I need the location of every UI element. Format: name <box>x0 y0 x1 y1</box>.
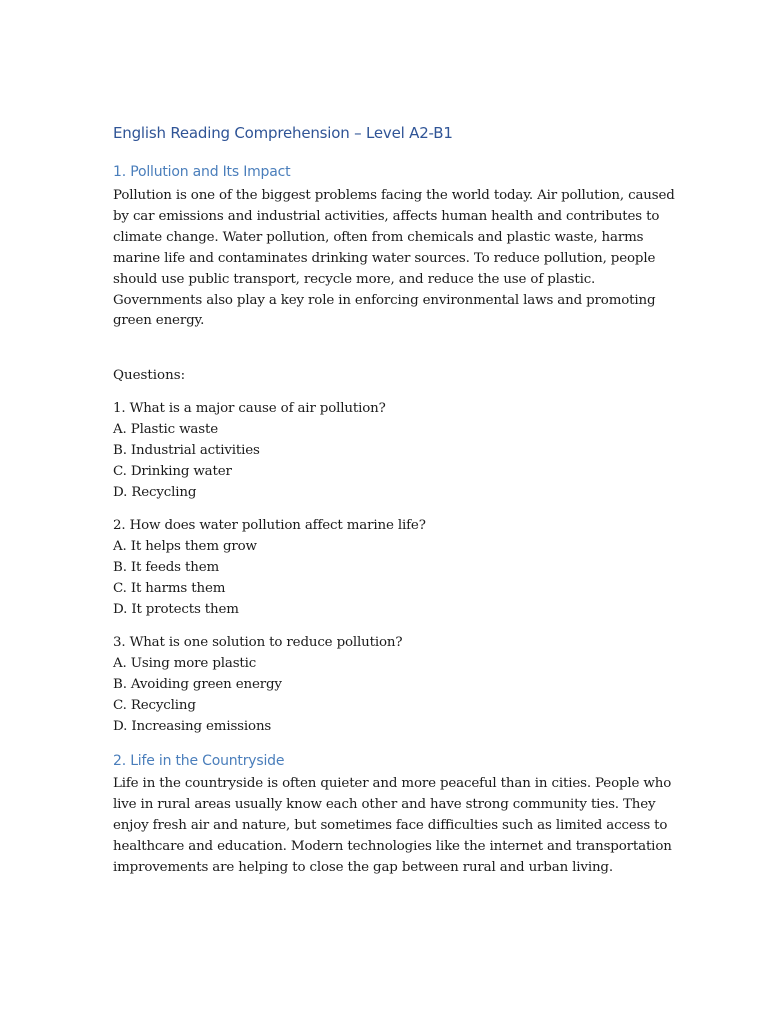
paragraph-line: green energy. <box>113 313 205 329</box>
answer-option: C. Drinking water <box>113 463 232 479</box>
paragraph-line: Pollution is one of the biggest problems facing the world today. Air pollution, caused <box>113 188 675 203</box>
paragraph-line: by car emissions and industrial activities, affects human health and contributes to <box>113 208 660 224</box>
question-2 <box>113 516 658 621</box>
answer-option: D. Recycling <box>113 484 197 500</box>
answer-option: A. Plastic waste <box>113 421 218 437</box>
answer-option: B. Avoiding green energy <box>113 676 282 692</box>
pollution-paragraph <box>113 186 675 332</box>
answer-option: B. It feeds them <box>113 559 220 575</box>
question-text: 3. What is one solution to reduce pollution? <box>113 635 403 650</box>
question-text: 1. What is a major cause of air pollution? <box>113 401 386 416</box>
paragraph-line: live in rural areas usually know each other and have strong community ties. They <box>113 796 656 812</box>
questions-label: Questions: <box>113 368 186 383</box>
paragraph-line: climate change. Water pollution, often from chemicals and plastic waste, harms <box>113 229 644 245</box>
countryside-paragraph <box>113 774 672 879</box>
paragraph-line: healthcare and education. Modern technologies like the internet and transportation <box>113 838 672 854</box>
question-3 <box>113 633 658 738</box>
answer-option: C. It harms them <box>113 580 226 596</box>
section-heading-countryside: 2. Life in the Countryside <box>113 753 285 769</box>
paragraph-line: Life in the countryside is often quieter and more peaceful than in cities. People who <box>113 776 672 791</box>
paragraph-line: Governments also play a key role in enforcing environmental laws and promoting <box>113 292 656 308</box>
document-title: English Reading Comprehension – Level A2-B1 <box>113 124 453 142</box>
answer-option: C. Recycling <box>113 697 196 713</box>
answer-option: A. It helps them grow <box>113 538 257 554</box>
question-text: 2. How does water pollution affect marine life? <box>113 518 426 533</box>
paragraph-line: enjoy fresh air and nature, but sometimes face difficulties such as limited access to <box>113 817 668 833</box>
answer-option: B. Industrial activities <box>113 442 260 458</box>
paragraph-line: marine life and contaminates drinking water sources. To reduce pollution, people <box>113 250 656 266</box>
paragraph-line: should use public transport, recycle more, and reduce the use of plastic. <box>113 271 596 287</box>
question-1 <box>113 399 658 504</box>
answer-option: A. Using more plastic <box>113 655 257 671</box>
answer-option: D. Increasing emissions <box>113 718 272 734</box>
section-heading-pollution: 1. Pollution and Its Impact <box>113 164 291 180</box>
answer-option: D. It protects them <box>113 601 239 617</box>
paragraph-line: improvements are helping to close the gap between rural and urban living. <box>113 859 613 875</box>
